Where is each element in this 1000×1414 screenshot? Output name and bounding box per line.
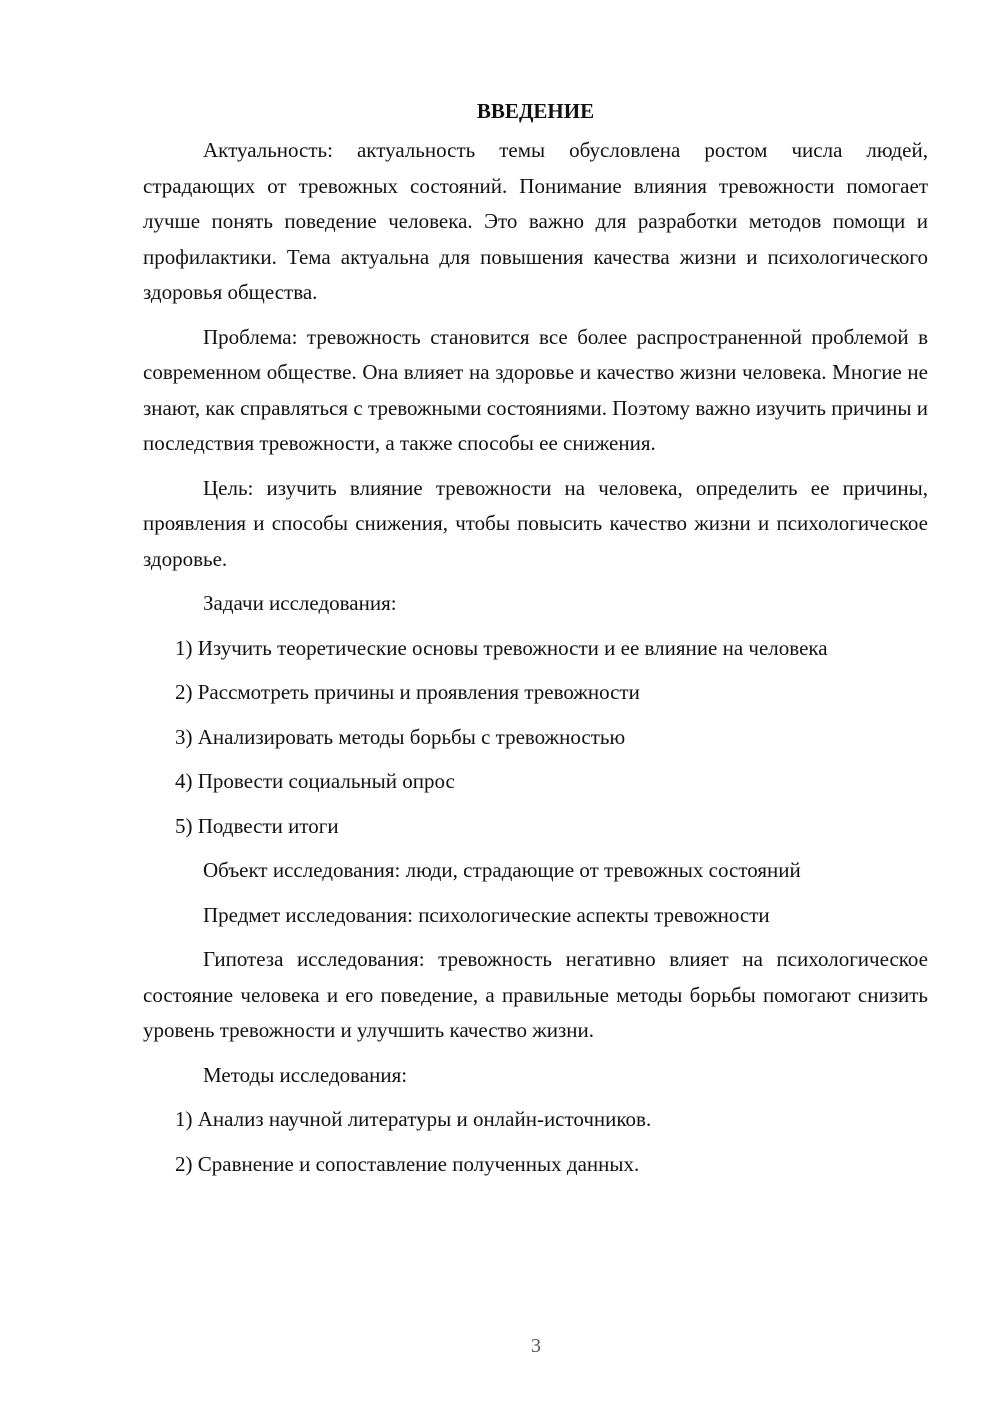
paragraph-hypothesis: Гипотеза исследования: тревожность негативно влияет на психологическое состояние человека и его поведение, а правильные методы борьбы помогают снизить уровень тревожности и улучшить качество жизни. xyxy=(143,947,928,1042)
page-number: 3 xyxy=(531,1335,541,1357)
methods-title: Методы исследования: xyxy=(203,1062,408,1087)
task-item-5: 5) Подвести итоги xyxy=(175,813,339,838)
task-item-1: 1) Изучить теоретические основы тревожности и ее влияние на человека xyxy=(175,635,828,660)
paragraph-object: Объект исследования: люди, страдающие от тревожных состояний xyxy=(203,858,801,882)
document-page xyxy=(143,96,928,1182)
method-item-2: 2) Сравнение и сопоставление полученных данных. xyxy=(175,1151,640,1176)
section-heading: ВВЕДЕНИЕ xyxy=(476,99,595,123)
task-item-3: 3) Анализировать методы борьбы с тревожностью xyxy=(175,724,626,749)
task-item-2: 2) Рассмотреть причины и проявления тревожности xyxy=(175,680,640,704)
paragraph-relevance: Актуальность: актуальность темы обусловлена ростом числа людей, страдающих от тревожных состояний. Понимание влияния тревожности помогает лучше понять поведение человека. Это важно для разработки методов помощи и профилактики. Тема актуальна для повышения качества жизни и психологического здоровья общества. xyxy=(143,138,928,304)
task-item-4: 4) Провести социальный опрос xyxy=(175,769,455,793)
tasks-title: Задачи исследования: xyxy=(203,591,397,615)
paragraph-problem: Проблема: тревожность становится все более распространенной проблемой в современном обществе. Она влияет на здоровье и качество жизни человека. Многие не знают, как справляться с тревожными состояниями. Поэтому важно изучить причины и последствия тревожности, а также способы ее снижения. xyxy=(143,324,928,455)
paragraph-subject: Предмет исследования: психологические аспекты тревожности xyxy=(203,902,770,927)
paragraph-goal: Цель: изучить влияние тревожности на человека, определить ее причины, проявления и способы снижения, чтобы повысить качество жизни и психологическое здоровье. xyxy=(143,475,928,571)
method-item-1: 1) Анализ научной литературы и онлайн-источников. xyxy=(175,1107,652,1131)
